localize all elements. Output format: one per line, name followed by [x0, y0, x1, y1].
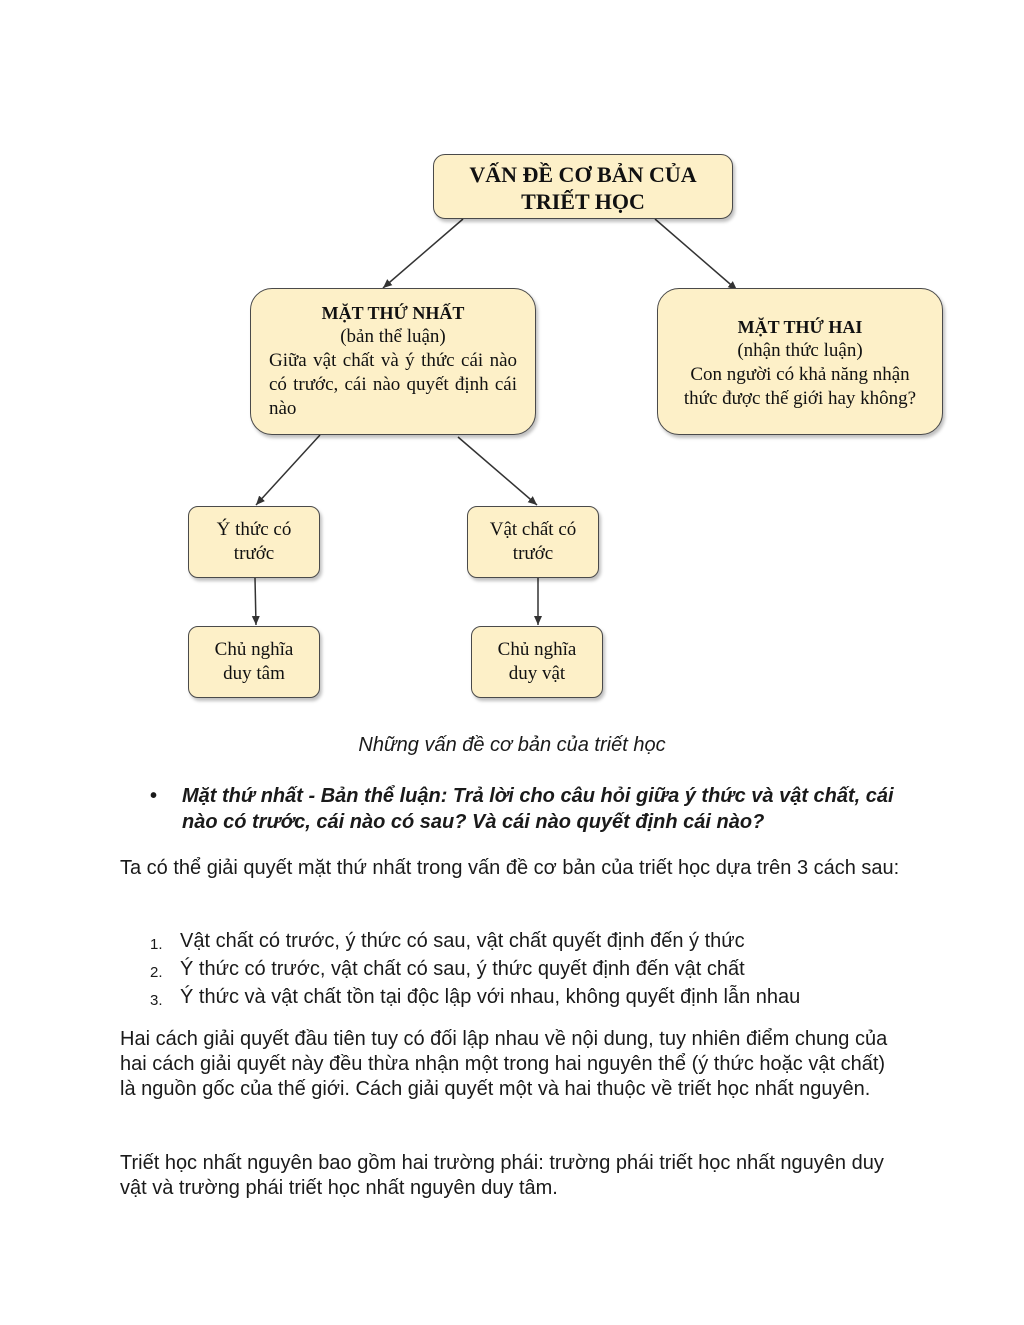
y-thuc-line2: trước: [233, 543, 275, 564]
arrow-y-thuc-to-duy-tam: [255, 578, 256, 625]
node-root: [433, 154, 733, 219]
y-thuc-line1: Ý thức có: [216, 519, 292, 540]
first-description: Giữa vật chất và ý thức cái nào có trước, cái nào quyết định cái nào: [269, 350, 517, 419]
second-desc-line2: thức được thế giới hay không?: [683, 388, 917, 409]
duy-tam-line1: Chủ nghĩa: [214, 639, 294, 660]
list-number: 1.: [150, 936, 163, 953]
node-vat-chat-co-truoc: [467, 506, 599, 578]
node-duy-tam: [188, 626, 320, 698]
paragraph-3: Triết học nhất nguyên bao gồm hai trường phái: trường phái triết học nhất nguyên duy vật và trường phái triết học nhất nguyên duy tâm.: [120, 1152, 884, 1199]
list-number: 2.: [150, 964, 163, 981]
list-text: Vật chất có trước, ý thức có sau, vật chất quyết định đến ý thức: [180, 930, 745, 952]
list-number: 3.: [150, 992, 163, 1009]
list-item: [150, 985, 800, 1013]
list-text: Ý thức và vật chất tồn tại độc lập với nhau, không quyết định lẫn nhau: [180, 986, 801, 1008]
first-subtitle: (bản thể luận): [340, 326, 446, 347]
bullet-item: [150, 783, 920, 835]
paragraph-1: Ta có thể giải quyết mặt thứ nhất trong vấn đề cơ bản của triết học dựa trên 3 cách sau:: [120, 857, 900, 879]
list-item: [150, 957, 800, 985]
node-second-aspect: [657, 288, 943, 435]
duy-vat-line2: duy vật: [508, 663, 566, 684]
figure-caption: Những vấn đề cơ bản của triết học: [358, 734, 666, 756]
paragraph-2: Hai cách giải quyết đầu tiên tuy có đối lập nhau về nội dung, tuy nhiên điểm chung của hai cách giải quyết này đều thừa nhận một trong hai nguyên thể (ý thức hoặc vật chất) là nguồn gốc của thế giới. Cách giải quyết một và hai thuộc về triết học nhất nguyên.: [120, 1028, 888, 1100]
node-first-aspect: [250, 288, 536, 435]
duy-vat-line1: Chủ nghĩa: [497, 639, 577, 660]
list-item: [150, 929, 800, 957]
list-text: Ý thức có trước, vật chất có sau, ý thức quyết định đến vật chất: [180, 958, 745, 980]
arrow-root-to-second: [655, 219, 737, 290]
bullet-dot: •: [150, 785, 158, 807]
node-duy-vat: [471, 626, 603, 698]
vat-chat-line1: Vật chất có: [489, 519, 577, 540]
root-line2: TRIẾT HỌC: [521, 189, 645, 214]
arrow-root-to-first: [383, 219, 463, 288]
ordered-list: [150, 929, 800, 1013]
first-title: MẶT THỨ NHẤT: [321, 303, 465, 323]
arrow-first-to-y-thuc: [256, 435, 320, 505]
root-line1: VẤN ĐỀ CƠ BẢN CỦA: [469, 162, 697, 187]
arrow-first-to-vat-chat: [458, 437, 537, 505]
second-desc-line1: Con người có khả năng nhận: [690, 364, 910, 385]
bullet-text: Mặt thứ nhất - Bản thể luận: Trả lời cho câu hỏi giữa ý thức và vật chất, cái nào có trước, cái nào có sau? Và cái nào quyết định cái nào?: [182, 785, 894, 833]
vat-chat-line2: trước: [512, 543, 554, 564]
duy-tam-line2: duy tâm: [223, 663, 285, 684]
second-subtitle: (nhận thức luận): [737, 340, 863, 361]
second-title: MẶT THỨ HAI: [737, 317, 863, 337]
node-y-thuc-co-truoc: [188, 506, 320, 578]
